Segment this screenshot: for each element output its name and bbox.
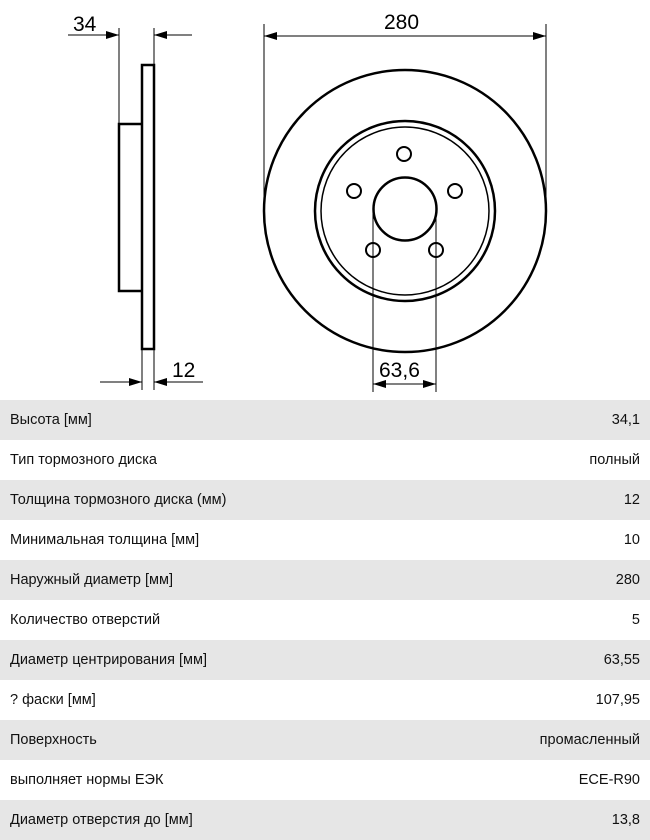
spec-value: 5	[631, 612, 640, 628]
spec-value: 34,1	[611, 412, 640, 428]
bolt-hole	[347, 184, 361, 198]
spec-label: выполняет нормы ЕЭК	[10, 772, 164, 788]
spec-value: 12	[623, 492, 640, 508]
spec-row	[0, 680, 650, 720]
bolt-hole	[448, 184, 462, 198]
spec-value: 280	[615, 572, 640, 588]
spec-row	[0, 600, 650, 640]
dim-diameter-label: 280	[384, 11, 420, 34]
spec-row	[0, 560, 650, 600]
spec-value: промасленный	[539, 732, 640, 748]
spec-row	[0, 640, 650, 680]
dim-height-label: 34	[73, 13, 97, 36]
spec-row	[0, 480, 650, 520]
bolt-hole	[397, 147, 411, 161]
spec-label: Минимальная толщина [мм]	[10, 532, 200, 548]
spec-label: ? фаски [мм]	[10, 692, 96, 708]
spec-label: Диаметр центрирования [мм]	[10, 652, 208, 668]
spec-row	[0, 760, 650, 800]
spec-label: Диаметр отверстия до [мм]	[10, 812, 193, 828]
spec-label: Тип тормозного диска	[10, 452, 157, 468]
spec-label: Поверхность	[10, 732, 97, 748]
spec-row	[0, 800, 650, 840]
spec-row	[0, 720, 650, 760]
spec-label: Высота [мм]	[10, 412, 92, 428]
spec-label: Количество отверстий	[10, 612, 161, 628]
dim-center-label: 63,6	[379, 359, 420, 382]
specs-table	[0, 400, 650, 840]
disc-side-view	[68, 28, 203, 390]
spec-row	[0, 400, 650, 440]
spec-value: полный	[589, 452, 640, 468]
spec-label: Наружный диаметр [мм]	[10, 572, 174, 588]
spec-value: ECE-R90	[578, 772, 640, 788]
spec-value: 63,55	[603, 652, 640, 668]
spec-value: 13,8	[611, 812, 640, 828]
spec-label: Толщина тормозного диска (мм)	[10, 492, 227, 508]
spec-value: 107,95	[595, 692, 640, 708]
spec-row	[0, 520, 650, 560]
disc-front-view	[264, 24, 546, 392]
dim-thickness-label: 12	[172, 359, 196, 382]
spec-value: 10	[623, 532, 640, 548]
brake-disc-drawing	[0, 0, 650, 400]
spec-row	[0, 440, 650, 480]
